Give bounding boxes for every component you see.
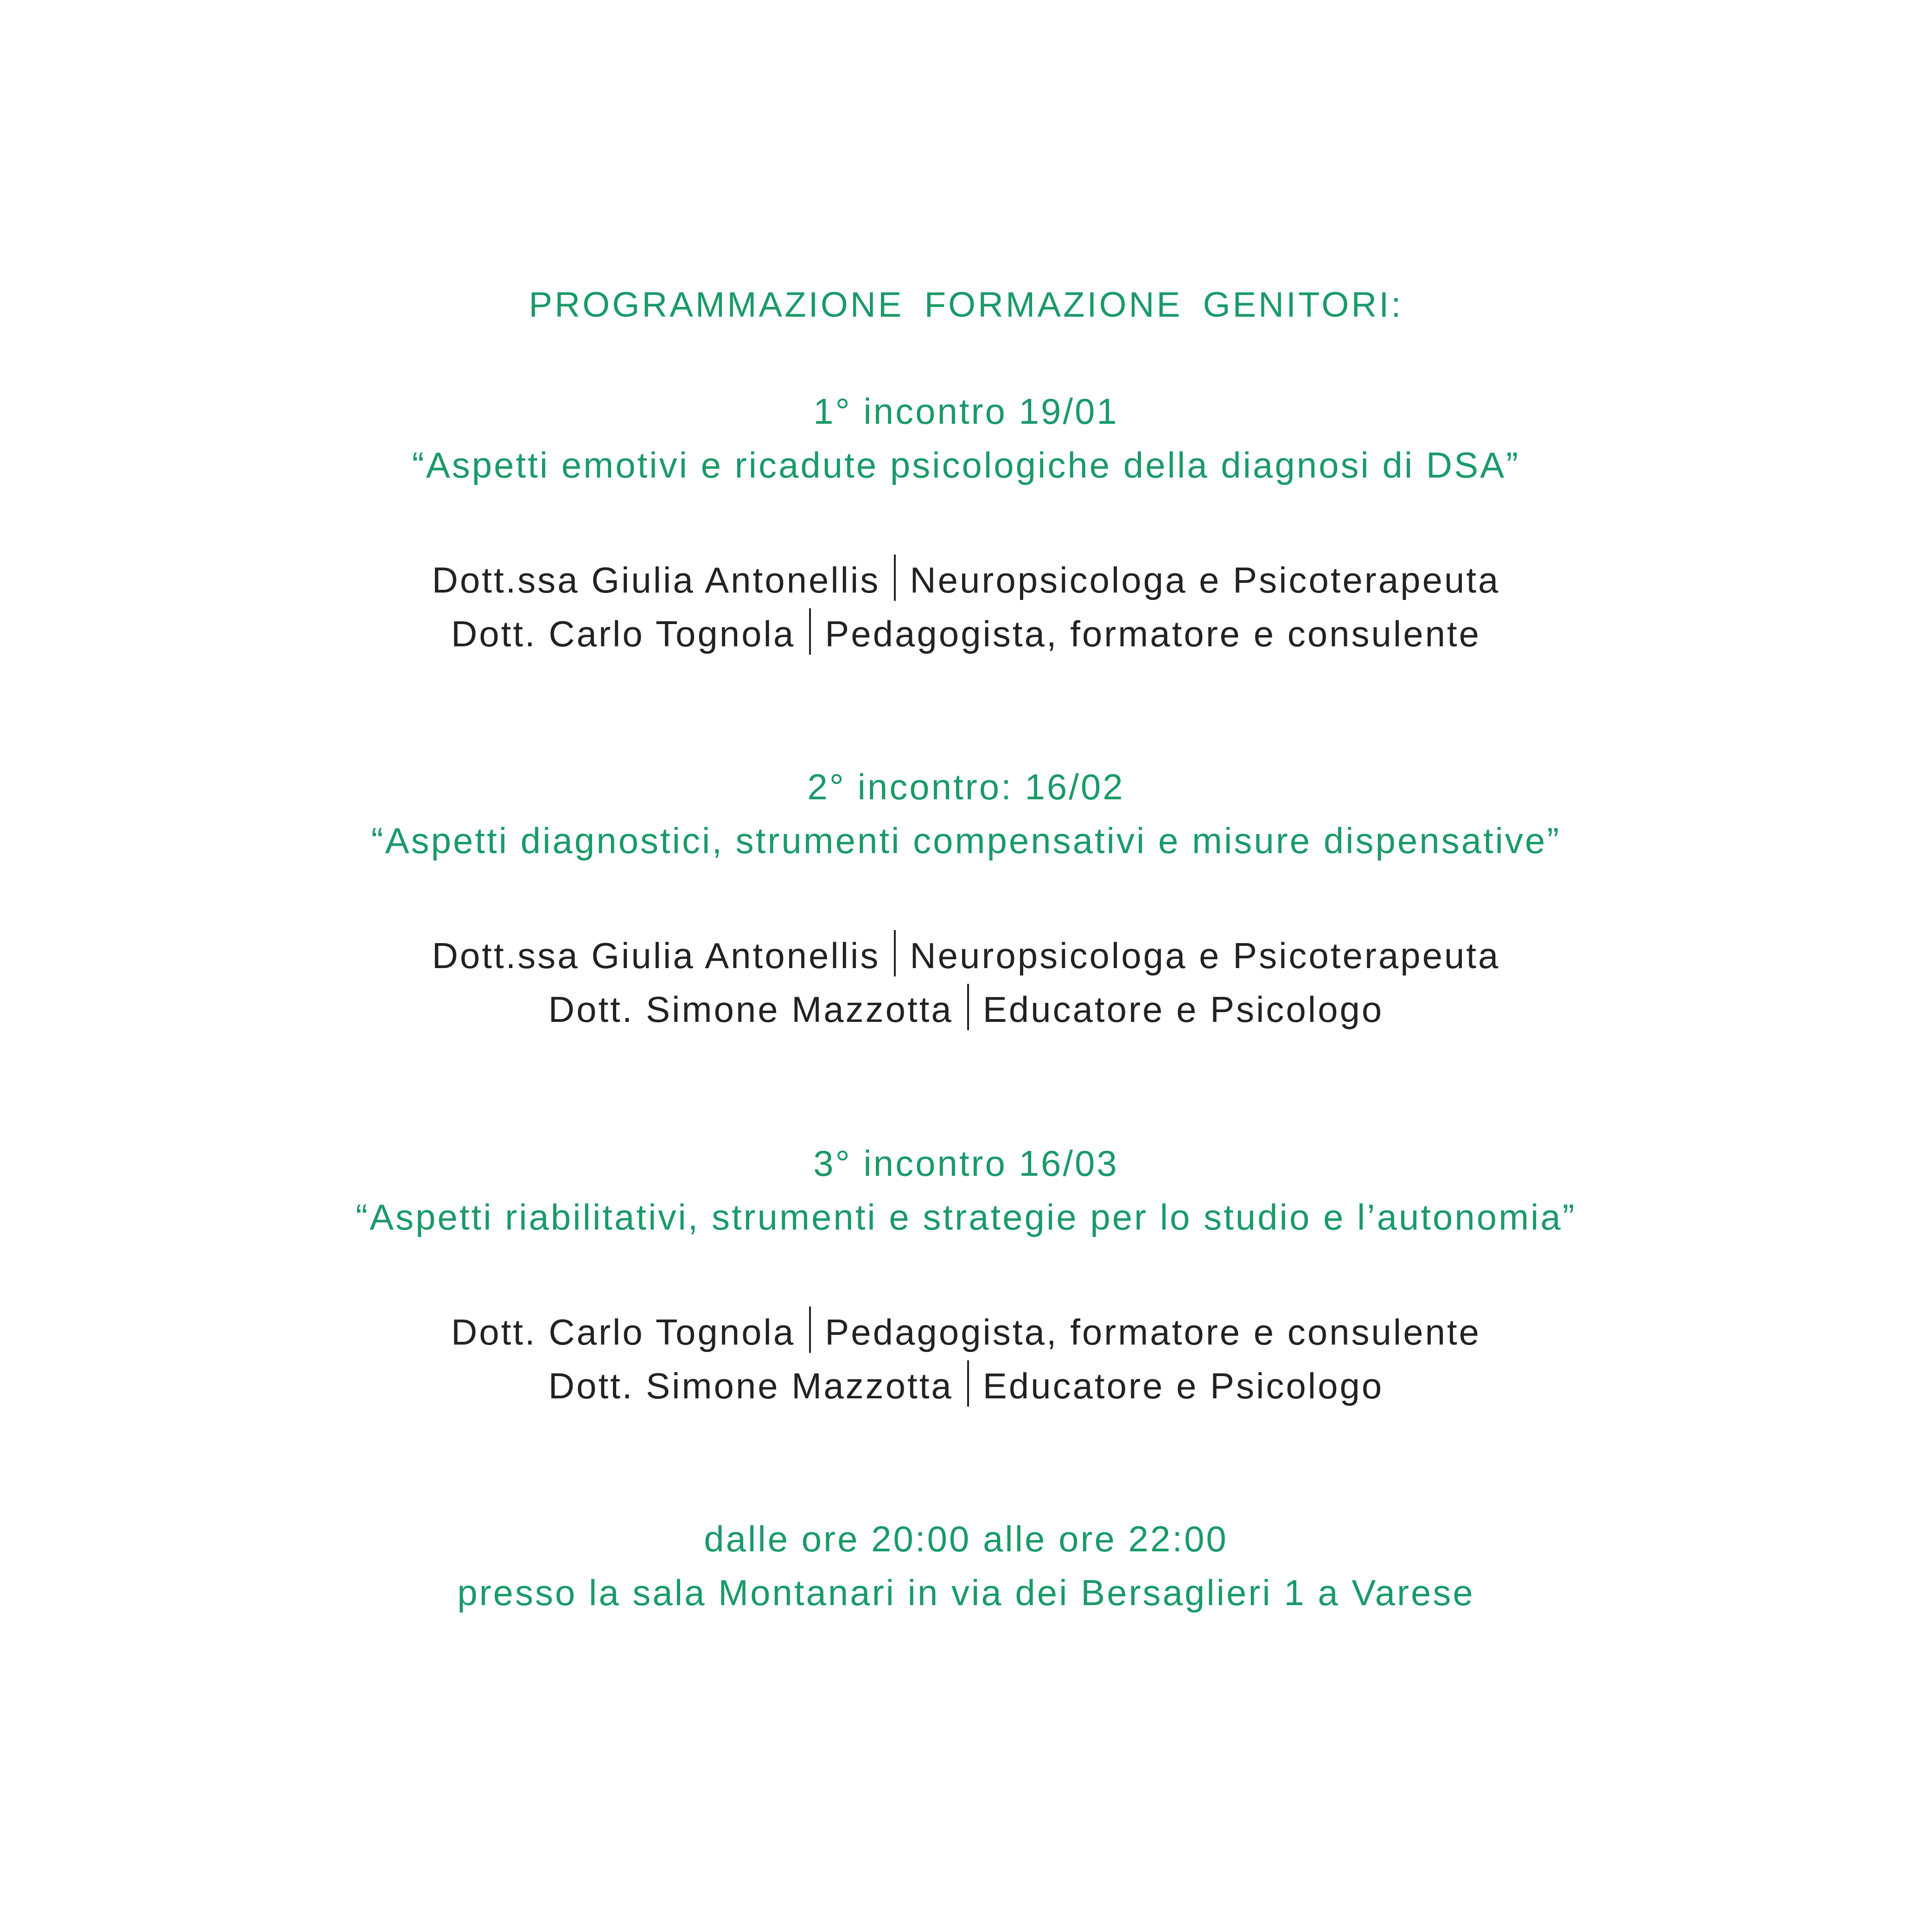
speaker-name: Dott. Simone Mazzotta xyxy=(548,989,953,1030)
separator-bar xyxy=(967,1360,969,1407)
session-3-speaker-1 xyxy=(0,1307,1932,1353)
speaker-role: Neuropsicologa e Psicoterapeuta xyxy=(910,935,1500,976)
separator-bar xyxy=(894,930,896,976)
speaker-role: Pedagogista, formatore e consulente xyxy=(825,1312,1481,1352)
speaker-role: Neuropsicologa e Psicoterapeuta xyxy=(910,560,1500,600)
session-1-speaker-2 xyxy=(0,608,1932,655)
speaker-name: Dott. Carlo Tognola xyxy=(451,1312,796,1352)
session-2-title: 2° incontro: 16/02 xyxy=(807,766,1125,807)
event-time: dalle ore 20:00 alle ore 22:00 xyxy=(704,1518,1228,1559)
separator-bar xyxy=(967,984,969,1030)
page-heading: PROGRAMMAZIONE FORMAZIONE GENITORI: xyxy=(529,285,1403,325)
speaker-role: Pedagogista, formatore e consulente xyxy=(825,613,1481,654)
session-2-speaker-1 xyxy=(0,930,1932,976)
speaker-name: Dott. Carlo Tognola xyxy=(451,613,796,654)
session-1-topic: “Aspetti emotivi e ricadute psicologiche della diagnosi di DSA” xyxy=(412,445,1520,485)
session-1-title: 1° incontro 19/01 xyxy=(813,391,1119,432)
session-3-speaker-2 xyxy=(0,1360,1932,1407)
separator-bar xyxy=(809,1307,811,1353)
session-1-speaker-1 xyxy=(0,555,1932,601)
session-2-speaker-2 xyxy=(0,984,1932,1030)
speaker-name: Dott.ssa Giulia Antonellis xyxy=(432,560,880,600)
session-3-topic: “Aspetti riabilitativi, strumenti e strategie per lo studio e l’autonomia” xyxy=(356,1197,1576,1237)
speaker-role: Educatore e Psicologo xyxy=(982,989,1384,1030)
speaker-name: Dott.ssa Giulia Antonellis xyxy=(432,935,880,976)
session-3-title: 3° incontro 16/03 xyxy=(813,1143,1119,1184)
speaker-role: Educatore e Psicologo xyxy=(982,1365,1384,1406)
separator-bar xyxy=(894,555,896,601)
speaker-name: Dott. Simone Mazzotta xyxy=(548,1365,953,1406)
separator-bar xyxy=(809,608,811,655)
session-2-topic: “Aspetti diagnostici, strumenti compensativi e misure dispensative” xyxy=(371,820,1561,861)
event-venue: presso la sala Montanari in via dei Bersaglieri 1 a Varese xyxy=(457,1572,1475,1613)
